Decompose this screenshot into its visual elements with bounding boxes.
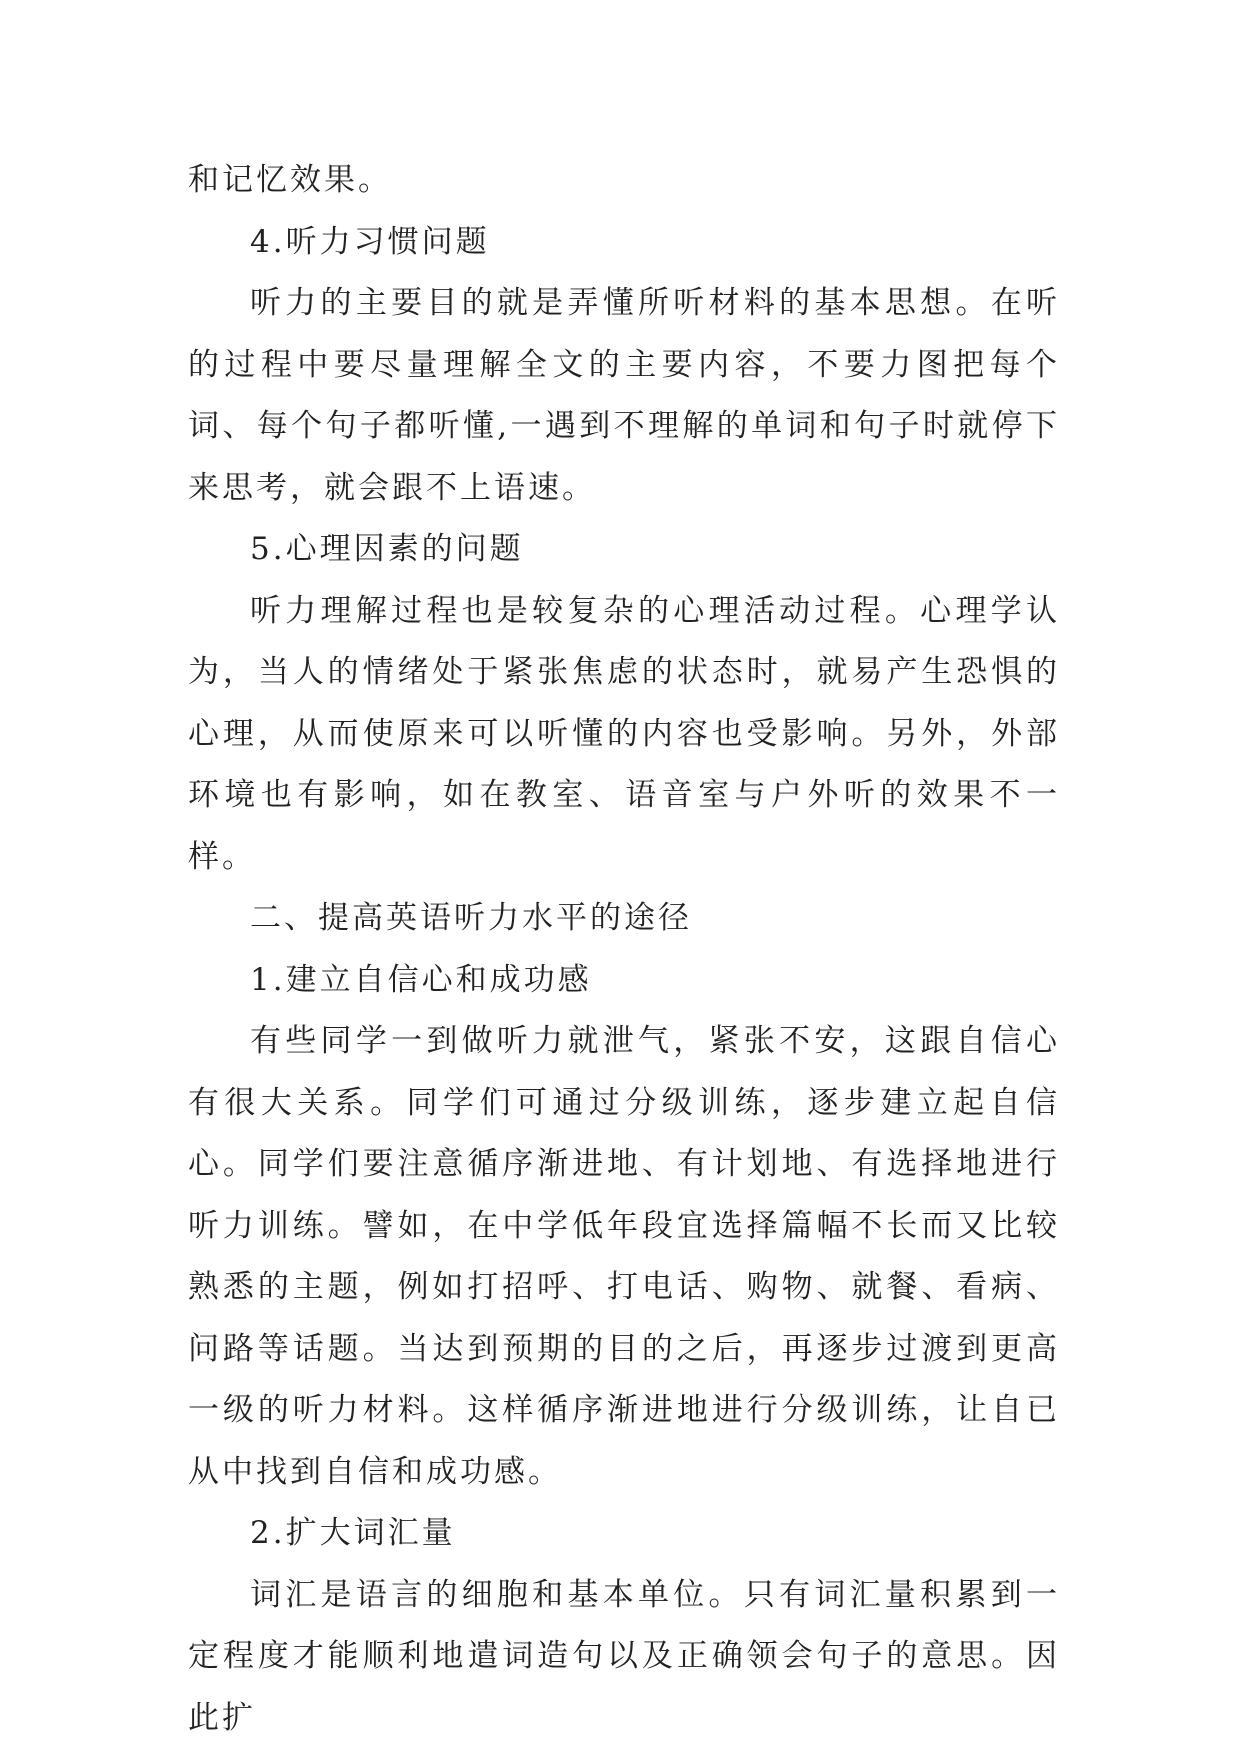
paragraph-confidence: 有些同学一到做听力就泄气，紧张不安，这跟自信心有很大关系。同学们可通过分级训练，逐步建立起自信心。同学们要注意循序渐进地、有计划地、有选择地进行听力训练。譬如，在中学低年段宜选择篇幅不长而又比较熟悉的主题，例如打招呼、打电话、购物、就餐、看病、问路等话题。当达到预期的目的之后，再逐步过渡到更高一级的听力材料。这样循序渐进地进行分级训练，让自已从中找到自信和成功感。 <box>188 1023 1060 1490</box>
paragraph-listening-habits: 听力的主要目的就是弄懂所听材料的基本思想。在听的过程中要尽量理解全文的主要内容，不要力图把每个词、每个句子都听懂,一遇到不理解的单词和句子时就停下来思考，就会跟不上语速。 <box>188 285 1060 506</box>
section-heading-psychological-factors: 5.心理因素的问题 <box>250 531 524 567</box>
paragraph-continuation: 和记忆效果。 <box>188 162 392 198</box>
section-heading-vocabulary: 2.扩大词汇量 <box>250 1515 456 1551</box>
section-heading-confidence: 1.建立自信心和成功感 <box>250 961 592 998</box>
section-heading-listening-habits: 4.听力习惯问题 <box>250 223 490 260</box>
chapter-heading-improvement-methods: 二、提高英语听力水平的途径 <box>250 900 692 936</box>
document-body <box>188 150 1060 1749</box>
paragraph-psychological-factors: 听力理解过程也是较复杂的心理活动过程。心理学认为，当人的情绪处于紧张焦虑的状态时，就易产生恐惧的心理，从而使原来可以听懂的内容也受影响。另外，外部环境也有影响，如在教室、语音室与户外听的效果不一样。 <box>188 592 1060 875</box>
paragraph-vocabulary: 词汇是语言的细胞和基本单位。只有词汇量积累到一定程度才能顺利地遣词造句以及正确领会句子的意思。因此扩 <box>188 1576 1060 1736</box>
